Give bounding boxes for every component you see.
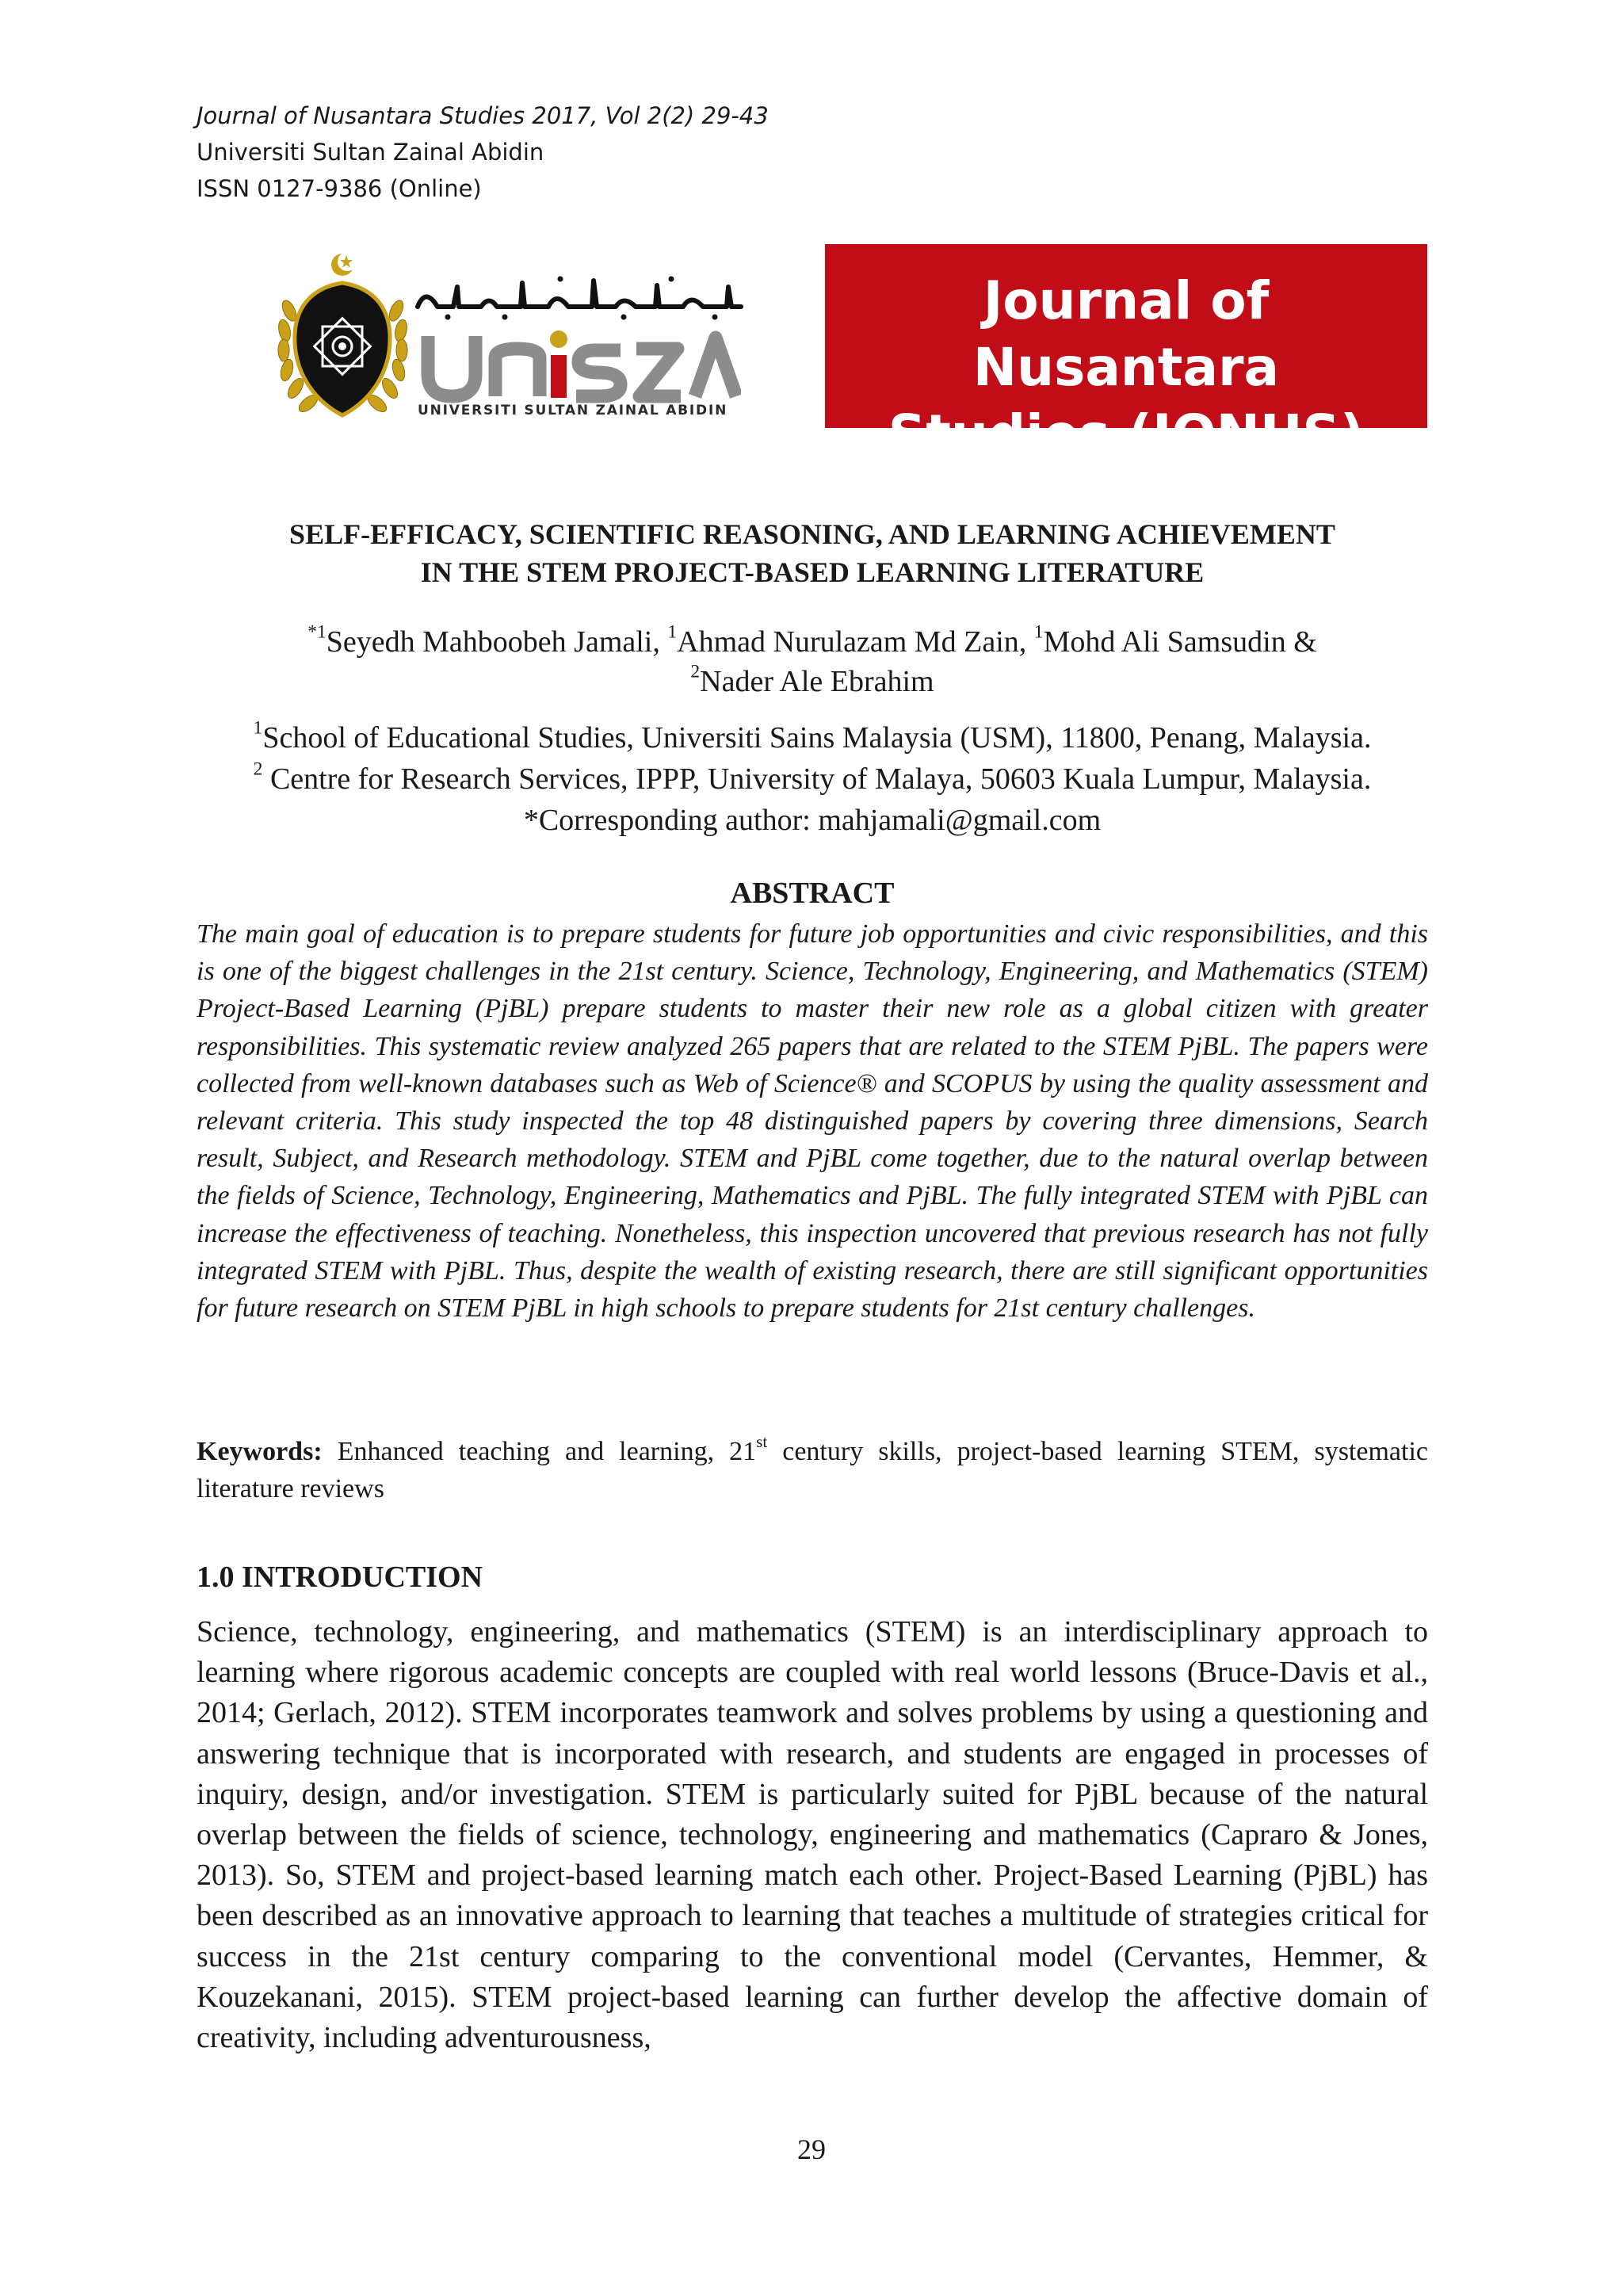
author-line2 [197, 662, 1428, 701]
university-line: Universiti Sultan Zainal Abidin [197, 139, 544, 166]
affiliation-2 [197, 758, 1428, 800]
author-name: Nader Ale Ebrahim [700, 665, 934, 698]
issn-line: ISSN 0127-9386 (Online) [197, 175, 482, 202]
abstract-heading: ABSTRACT [730, 877, 895, 910]
unisza-subtitle: UNIVERSITI SULTAN ZAINAL ABIDIN [418, 403, 728, 418]
author-sup: *1 [307, 621, 327, 643]
unisza-emblem-icon [273, 247, 412, 430]
author-list [197, 622, 1428, 701]
paper-title-line1: SELF-EFFICACY, SCIENTIFIC REASONING, AND LEARNING ACHIEVEMENT [289, 518, 1335, 550]
paper-title-line2: IN THE STEM PROJECT-BASED LEARNING LITERATURE [420, 556, 1205, 588]
unisza-logo [273, 247, 749, 430]
keywords [197, 1433, 1428, 1507]
keywords-label: Keywords: [197, 1437, 323, 1466]
author-name: Seyedh Mahboobeh Jamali, [326, 625, 668, 659]
section-heading-introduction: 1.0 INTRODUCTION [197, 1561, 483, 1594]
arabic-calligraphy-name [410, 271, 747, 327]
affiliation-sup: 1 [253, 717, 263, 739]
page-number: 29 [797, 2134, 826, 2165]
author-name: Ahmad Nurulazam Md Zain, [677, 625, 1034, 659]
corresponding-author: *Corresponding author: mahjamali@gmail.com [523, 804, 1102, 837]
abstract-text: The main goal of education is to prepare students for future job opportunities and civic responsibilities, and this is one of the biggest challenges in the 21st century. Science, Technology, Engineering, and Mathematics (STEM) Project-Based Learning (PjBL) prepare students to master their new role as a global citizen with greater responsibilities. This systematic review analyzed 265 papers that are related to the STEM PjBL. The papers were collected from well-known databases such as Web of Science® and SCOPUS by using the quality assessment and relevant criteria. This study inspected the top 48 distinguished papers by covering three dimensions, Search result, Subject, and Research methodology. STEM and PjBL come together, due to the natural overlap between the fields of Science, Technology, Engineering, Mathematics and PjBL. The fully integrated STEM with PjBL can increase the effectiveness of teaching. Nonetheless, this inspection uncovered that previous research has not fully integrated STEM with PjBL. Thus, despite the wealth of existing research, there are still significant opportunities for future research on STEM PjBL in high schools to prepare students for 21st century challenges. [197, 919, 1428, 1324]
affiliation-text: Centre for Research Services, IPPP, University of Malaya, 50603 Kuala Lumpur, Malaysia. [262, 762, 1372, 796]
affiliations [197, 717, 1428, 841]
paper-title [197, 515, 1428, 591]
author-line1 [197, 622, 1428, 662]
author-name: Mohd Ali Samsudin & [1043, 625, 1317, 659]
author-sup: 1 [1033, 621, 1044, 643]
unisza-wordmark [416, 327, 741, 406]
journal-citation-line: Journal of Nusantara Studies 2017, Vol 2(2) 29-43 [197, 102, 769, 129]
jonus-title-line2: Studies (JONUS) [888, 403, 1365, 464]
affiliation-1 [197, 717, 1428, 758]
keywords-text-post: century skills, project-based learning STEM, systematic literature reviews [197, 1437, 1428, 1503]
keywords-sup: st [756, 1432, 768, 1452]
keywords-text-pre: Enhanced teaching and learning, 21 [322, 1437, 757, 1466]
affiliation-text: School of Educational Studies, Universiti Sains Malaysia (USM), 11800, Penang, Malaysia. [262, 721, 1372, 755]
jonus-title-box [825, 244, 1427, 464]
jonus-title-line1: Journal of Nusantara [972, 270, 1280, 398]
author-sup: 2 [690, 661, 701, 682]
author-sup: 1 [667, 621, 678, 643]
introduction-paragraph: Science, technology, engineering, and mathematics (STEM) is an interdisciplinary approach to learning where rigorous academic concepts are coupled with real world lessons (Bruce-Davis et al., 2014; Gerlach, 2012). STEM incorporates teamwork and solves problems by using a questioning and answering technique that is incorporated with research, and students are engaged in processes of inquiry, design, and/or investigation. STEM is particularly suited for PjBL because of the natural overlap between the fields of science, technology, engineering and mathematics (Capraro & Jones, 2013). So, STEM and project-based learning match each other. Project-Based Learning (PjBL) has been described as an innovative approach to learning that teaches a multitude of strategies critical for success in the 21st century comparing to the conventional model (Cervantes, Hemmer, & Kouzekanani, 2015). STEM project-based learning can further develop the affective domain of creativity, including adventurousness, [197, 1615, 1428, 2055]
affiliation-sup: 2 [253, 758, 263, 780]
